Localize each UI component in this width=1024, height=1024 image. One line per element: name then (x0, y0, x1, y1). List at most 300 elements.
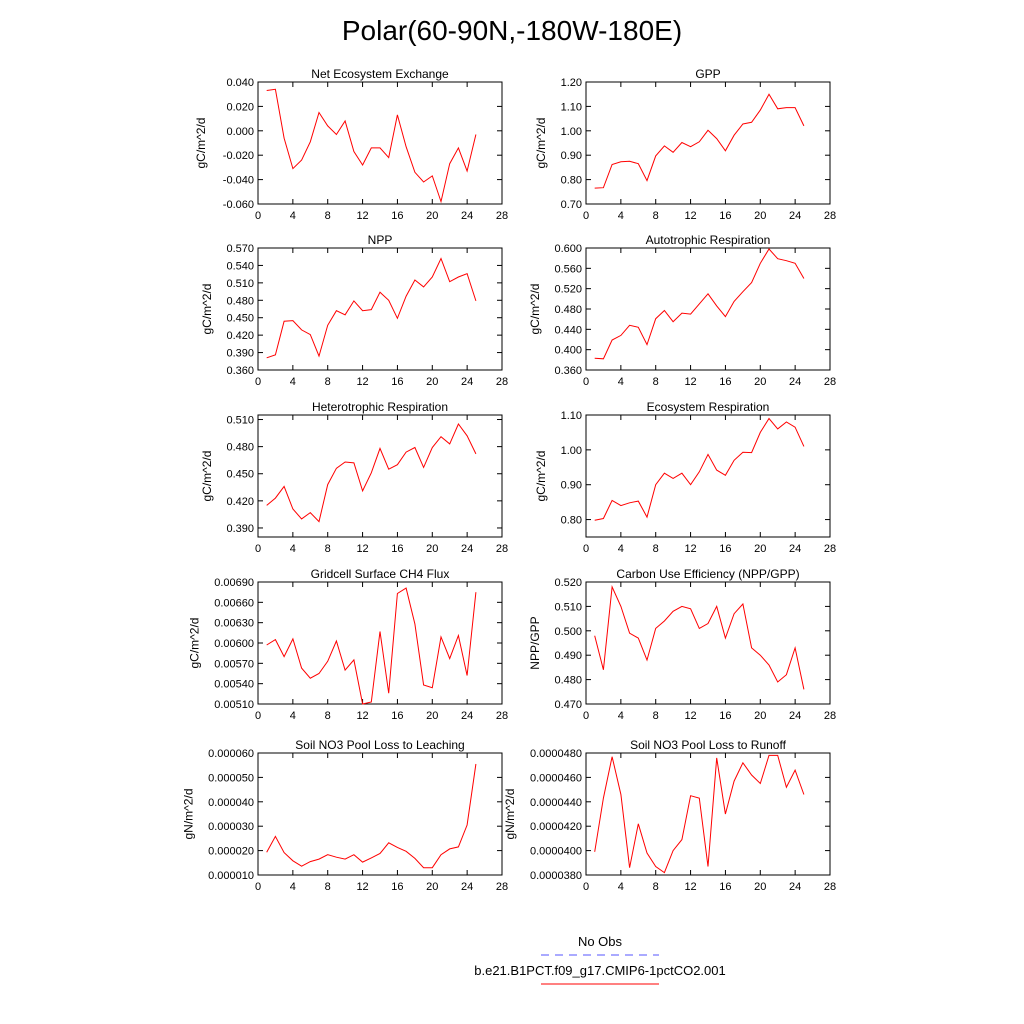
series-line (267, 89, 476, 201)
data-point (266, 644, 268, 646)
data-point (327, 484, 329, 486)
data-point (309, 512, 311, 514)
y-tick-label: 0.420 (226, 330, 254, 343)
data-point (646, 852, 648, 854)
data-point (672, 610, 674, 612)
data-point (336, 640, 338, 642)
data-point (611, 500, 613, 502)
y-tick-label: 0.510 (554, 601, 582, 614)
x-tick-label: 28 (495, 210, 509, 222)
data-point (707, 866, 709, 868)
data-point (690, 146, 692, 148)
x-tick-label: 20 (754, 881, 767, 893)
data-point (629, 502, 631, 504)
data-point (466, 170, 468, 172)
data-point (318, 521, 320, 523)
data-point (759, 654, 761, 656)
y-axis-label: gC/m^2/d (534, 117, 549, 169)
y-tick-label: 0.90 (560, 150, 582, 163)
data-point (405, 146, 407, 148)
panel-soil-no3-pool-loss-to-runoff (503, 738, 836, 893)
data-point (423, 286, 425, 288)
data-point (768, 755, 770, 757)
data-point (379, 448, 381, 450)
y-tick-label: 0.400 (554, 344, 582, 357)
data-point (629, 867, 631, 869)
data-point (440, 636, 442, 638)
data-point (449, 163, 451, 165)
data-point (388, 157, 390, 159)
data-point (458, 147, 460, 149)
data-point (301, 667, 303, 669)
data-point (353, 300, 355, 302)
data-point (353, 151, 355, 153)
data-point (370, 309, 372, 311)
data-point (794, 769, 796, 771)
data-point (309, 677, 311, 679)
data-point (292, 860, 294, 862)
x-tick-label: 24 (461, 543, 474, 555)
data-point (611, 164, 613, 166)
data-point (646, 344, 648, 346)
plot-frame (258, 82, 502, 204)
data-point (449, 848, 451, 850)
data-point (751, 647, 753, 649)
data-point (664, 872, 666, 874)
data-point (681, 839, 683, 841)
data-point (742, 291, 744, 293)
data-point (690, 313, 692, 315)
x-tick-label: 20 (754, 210, 767, 222)
data-point (716, 305, 718, 307)
data-point (301, 865, 303, 867)
x-tick-label: 8 (324, 210, 331, 222)
data-point (466, 273, 468, 275)
panel-title: Net Ecosystem Exchange (311, 67, 449, 81)
data-point (664, 620, 666, 622)
data-point (405, 851, 407, 853)
data-point (646, 659, 648, 661)
data-point (283, 137, 285, 139)
x-tick-label: 0 (254, 710, 262, 722)
data-point (594, 635, 596, 637)
data-point (803, 278, 805, 280)
x-tick-label: 0 (254, 376, 262, 388)
y-tick-label: 0.360 (554, 365, 582, 377)
data-point (655, 866, 657, 868)
panel-ecosystem-respiration (534, 400, 836, 555)
x-tick-label: 12 (356, 376, 369, 388)
data-point (344, 669, 346, 671)
data-point (475, 300, 477, 302)
data-point (716, 469, 718, 471)
plot-frame (586, 753, 830, 875)
data-point (690, 795, 692, 797)
x-tick-label: 0 (254, 881, 262, 893)
series-line (267, 764, 476, 868)
x-tick-label: 24 (461, 710, 474, 722)
x-tick-label: 0 (254, 543, 262, 555)
data-point (475, 763, 477, 765)
x-tick-label: 4 (617, 376, 624, 388)
y-tick-label: 1.10 (560, 410, 582, 422)
x-tick-label: 16 (391, 710, 404, 722)
data-point (698, 141, 700, 143)
y-tick-label: 1.00 (560, 125, 582, 138)
data-point (768, 418, 770, 420)
data-point (431, 447, 433, 449)
data-point (777, 108, 779, 110)
data-point (388, 468, 390, 470)
x-tick-label: 28 (823, 376, 837, 388)
x-tick-label: 16 (391, 881, 404, 893)
data-point (759, 783, 761, 785)
data-point (794, 107, 796, 109)
y-tick-label: 0.000060 (208, 748, 254, 760)
data-point (292, 320, 294, 322)
y-tick-label: 0.00600 (214, 638, 254, 650)
data-point (397, 317, 399, 319)
x-tick-label: 8 (324, 881, 331, 893)
data-point (344, 120, 346, 122)
x-tick-label: 16 (719, 210, 732, 222)
x-tick-label: 24 (789, 210, 802, 222)
data-point (725, 316, 727, 318)
x-tick-label: 8 (652, 376, 659, 388)
data-point (458, 635, 460, 637)
x-tick-label: 16 (391, 543, 404, 555)
x-tick-label: 16 (719, 710, 732, 722)
series-line (595, 587, 804, 690)
data-point (786, 674, 788, 676)
y-axis-label: gN/m^2/d (181, 788, 196, 840)
data-point (725, 637, 727, 639)
plot-frame (258, 248, 502, 370)
plot-frame (586, 582, 830, 704)
data-point (344, 461, 346, 463)
data-point (611, 586, 613, 588)
data-point (266, 852, 268, 854)
x-tick-label: 16 (719, 376, 732, 388)
y-tick-label: -0.060 (222, 199, 254, 211)
data-point (353, 854, 355, 856)
x-tick-label: 4 (289, 710, 296, 722)
data-point (370, 472, 372, 474)
data-point (397, 593, 399, 595)
data-point (620, 161, 622, 163)
panel-title: Autotrophic Respiration (645, 233, 771, 247)
x-tick-label: 12 (684, 210, 697, 222)
x-tick-label: 4 (289, 210, 296, 222)
x-tick-label: 0 (582, 543, 590, 555)
y-tick-label: -0.040 (222, 174, 254, 187)
data-point (664, 145, 666, 147)
x-tick-label: 0 (254, 210, 262, 222)
data-point (466, 435, 468, 437)
y-tick-label: 0.360 (226, 365, 254, 377)
x-tick-label: 8 (652, 881, 659, 893)
data-point (327, 661, 329, 663)
panel-title: NPP (367, 233, 393, 247)
data-point (733, 134, 735, 136)
data-point (777, 681, 779, 683)
data-point (397, 114, 399, 116)
data-point (698, 303, 700, 305)
x-tick-label: 4 (289, 376, 296, 388)
y-tick-label: 0.00630 (214, 617, 254, 630)
data-point (794, 426, 796, 428)
x-tick-label: 0 (582, 376, 590, 388)
data-point (603, 669, 605, 671)
data-point (620, 606, 622, 608)
data-point (266, 357, 268, 359)
data-point (786, 786, 788, 788)
data-point (629, 632, 631, 634)
y-tick-label: 0.570 (226, 243, 254, 255)
x-tick-label: 28 (823, 881, 837, 893)
panel-title: Gridcell Surface CH4 Flux (310, 567, 450, 581)
data-point (344, 314, 346, 316)
data-point (794, 647, 796, 649)
panel-title: Heterotrophic Respiration (311, 400, 449, 414)
data-point (388, 299, 390, 301)
data-point (803, 446, 805, 448)
data-point (318, 112, 320, 114)
x-tick-label: 16 (391, 210, 404, 222)
data-point (611, 339, 613, 341)
x-tick-label: 8 (652, 210, 659, 222)
y-tick-label: 0.000030 (208, 821, 254, 834)
y-tick-label: 0.490 (554, 650, 582, 663)
data-point (603, 187, 605, 189)
data-point (611, 756, 613, 758)
data-point (414, 447, 416, 449)
y-axis-label: gC/m^2/d (528, 283, 542, 335)
y-tick-label: 0.0000420 (530, 821, 582, 834)
data-point (733, 460, 735, 462)
data-point (786, 421, 788, 423)
x-tick-label: 24 (461, 881, 474, 893)
data-point (379, 631, 381, 633)
data-point (362, 164, 364, 166)
x-tick-label: 8 (652, 543, 659, 555)
data-point (414, 279, 416, 281)
y-tick-label: 0.480 (554, 674, 582, 687)
legend (474, 934, 725, 984)
data-point (466, 824, 468, 826)
data-point (283, 852, 285, 854)
y-tick-label: 0.0000460 (530, 772, 582, 785)
data-point (440, 258, 442, 260)
data-point (344, 858, 346, 860)
x-tick-label: 0 (582, 210, 590, 222)
y-tick-label: 0.480 (554, 304, 582, 316)
y-tick-label: 1.10 (560, 101, 582, 114)
data-point (431, 867, 433, 869)
x-tick-label: 24 (789, 881, 802, 893)
data-point (603, 358, 605, 360)
data-point (777, 428, 779, 430)
y-tick-label: 0.0000440 (530, 796, 582, 809)
y-tick-label: 0.510 (226, 414, 254, 427)
x-tick-label: 28 (823, 710, 837, 722)
y-tick-label: 0.00570 (214, 658, 254, 671)
data-point (266, 505, 268, 507)
data-point (370, 147, 372, 149)
data-point (751, 121, 753, 123)
data-point (458, 276, 460, 278)
data-point (742, 762, 744, 764)
data-point (629, 324, 631, 326)
x-tick-label: 28 (823, 210, 837, 222)
data-point (620, 794, 622, 796)
data-point (318, 858, 320, 860)
data-point (362, 861, 364, 863)
data-point (458, 846, 460, 848)
data-point (759, 262, 761, 264)
x-tick-label: 20 (754, 710, 767, 722)
x-tick-label: 20 (754, 376, 767, 388)
data-point (794, 262, 796, 264)
x-tick-label: 20 (426, 710, 439, 722)
data-point (681, 142, 683, 144)
data-point (370, 857, 372, 859)
data-point (362, 703, 364, 705)
data-point (283, 656, 285, 658)
y-tick-label: 0.000050 (208, 772, 254, 785)
y-tick-label: 0.040 (226, 77, 254, 89)
y-axis-label: gC/m^2/d (200, 450, 214, 502)
data-point (379, 147, 381, 149)
data-point (742, 451, 744, 453)
y-tick-label: 0.540 (226, 260, 254, 273)
data-point (725, 813, 727, 815)
x-tick-label: 4 (289, 881, 296, 893)
data-point (759, 109, 761, 111)
y-tick-label: 0.000040 (208, 796, 254, 809)
data-point (458, 423, 460, 425)
data-point (327, 324, 329, 326)
data-point (672, 850, 674, 852)
data-point (353, 462, 355, 464)
data-point (283, 320, 285, 322)
x-tick-label: 24 (789, 376, 802, 388)
x-tick-label: 16 (719, 881, 732, 893)
y-tick-label: 0.440 (554, 324, 582, 337)
y-tick-label: 0.020 (226, 101, 254, 114)
data-point (440, 854, 442, 856)
data-point (672, 478, 674, 480)
data-point (707, 130, 709, 132)
x-tick-label: 4 (617, 881, 624, 893)
data-point (707, 293, 709, 295)
x-tick-label: 20 (426, 376, 439, 388)
data-point (327, 125, 329, 127)
data-point (594, 187, 596, 189)
x-tick-label: 28 (495, 881, 509, 893)
data-point (283, 486, 285, 488)
data-point (620, 505, 622, 507)
data-point (594, 358, 596, 360)
data-point (370, 701, 372, 703)
data-point (423, 181, 425, 183)
data-point (318, 673, 320, 675)
y-tick-label: 0.420 (226, 495, 254, 508)
data-point (405, 451, 407, 453)
data-point (786, 107, 788, 109)
figure-title: Polar(60-90N,-180W-180E) (341, 15, 683, 46)
x-tick-label: 28 (495, 543, 509, 555)
legend-label-no-obs: No Obs (577, 934, 623, 949)
data-point (803, 689, 805, 691)
x-tick-label: 0 (582, 710, 590, 722)
y-tick-label: 1.00 (560, 444, 582, 457)
data-point (431, 687, 433, 689)
data-point (751, 282, 753, 284)
data-point (637, 823, 639, 825)
data-point (777, 755, 779, 757)
x-tick-label: 4 (617, 710, 624, 722)
data-point (336, 310, 338, 312)
data-point (275, 836, 277, 838)
x-tick-label: 12 (356, 710, 369, 722)
y-tick-label: 0.00510 (214, 699, 254, 711)
data-point (440, 201, 442, 203)
data-point (690, 484, 692, 486)
y-tick-label: 0.80 (560, 174, 582, 187)
x-tick-label: 8 (324, 376, 331, 388)
data-point (449, 281, 451, 283)
y-tick-label: 0.520 (554, 283, 582, 296)
x-tick-label: 12 (684, 881, 697, 893)
x-tick-label: 20 (426, 210, 439, 222)
x-tick-label: 16 (391, 376, 404, 388)
data-point (292, 168, 294, 170)
y-axis-label: gC/m^2/d (200, 283, 214, 335)
data-point (672, 321, 674, 323)
data-point (594, 851, 596, 853)
data-point (681, 606, 683, 608)
data-point (803, 794, 805, 796)
x-tick-label: 12 (356, 210, 369, 222)
data-point (423, 467, 425, 469)
x-tick-label: 8 (324, 710, 331, 722)
data-point (414, 623, 416, 625)
data-point (664, 472, 666, 474)
data-point (725, 150, 727, 152)
panel-title: Carbon Use Efficiency (NPP/GPP) (616, 567, 800, 581)
series-line (267, 588, 476, 704)
data-point (431, 276, 433, 278)
data-point (751, 452, 753, 454)
data-point (309, 334, 311, 336)
data-point (646, 180, 648, 182)
data-point (405, 587, 407, 589)
data-point (362, 490, 364, 492)
data-point (681, 312, 683, 314)
data-point (690, 608, 692, 610)
y-axis-label: gC/m^2/d (187, 617, 202, 669)
x-tick-label: 28 (495, 376, 509, 388)
y-tick-label: 0.0000380 (530, 870, 582, 882)
panel-net-ecosystem-exchange (194, 67, 508, 222)
data-point (318, 355, 320, 357)
x-tick-label: 8 (652, 710, 659, 722)
plot-frame (586, 415, 830, 537)
data-point (301, 159, 303, 161)
y-axis-label: gN/m^2/d (503, 788, 518, 840)
data-point (681, 472, 683, 474)
